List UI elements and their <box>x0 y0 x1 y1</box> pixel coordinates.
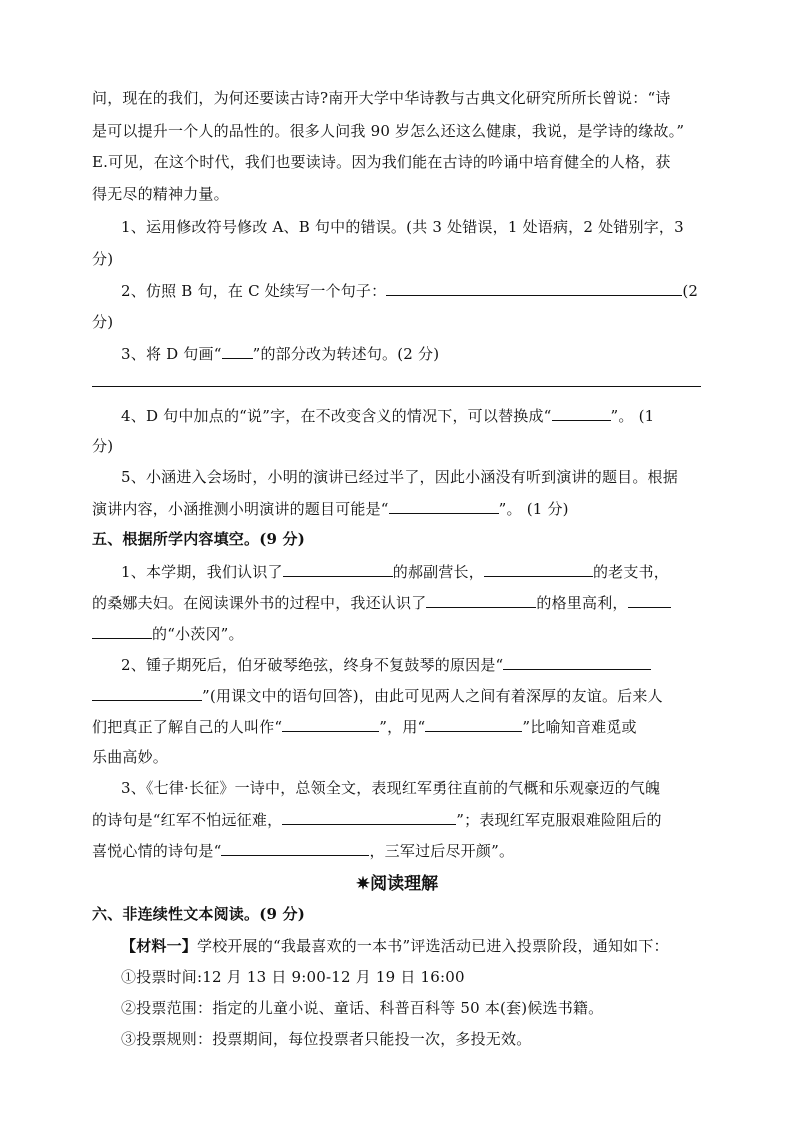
answer-blank[interactable] <box>389 498 499 514</box>
q4-item-4-tail: ”。 (1 <box>610 407 655 425</box>
s5-text: 喜悦心情的诗句是“ <box>92 842 222 860</box>
answer-blank[interactable] <box>282 716 379 732</box>
answer-blank[interactable] <box>628 592 671 608</box>
s5-text: 2、锺子期死后，伯牙破琴绝弦，终身不复鼓琴的原因是“ <box>121 656 504 674</box>
s5-item-3-line-b <box>92 809 704 830</box>
s5-text: 1、本学期，我们认识了 <box>121 563 283 581</box>
section-5-title: 五、根据所学内容填空。(9 分) <box>92 530 306 548</box>
s5-item-2-line-d: 乐曲高妙。 <box>92 748 169 766</box>
s5-text: 的诗句是“红军不怕远征难， <box>92 811 283 829</box>
intro-line-4: 得无尽的精神力量。 <box>92 185 229 203</box>
s5-item-1-line-c <box>92 623 704 644</box>
intro-line-2: 是可以提升一个人的品性的。很多人问我 90 岁怎么还这么健康，我说，是学诗的缘故。” <box>92 122 685 140</box>
intro-line-1: 问，现在的我们，为何还要读古诗?南开大学中华诗教与古典文化研究所所长曾说：“诗 <box>92 89 671 107</box>
section-6-title: 六、非连续性文本阅读。(9 分) <box>92 905 306 923</box>
vote-time-line: ①投票时间:12 月 13 日 9:00-12 月 19 日 16:00 <box>121 968 465 986</box>
q4-item-2-tail: (2 <box>682 282 699 300</box>
s5-text: ”(用课文中的语句回答)，由此可见两人之间有着深厚的友谊。后来人 <box>202 687 663 705</box>
s5-text: ，三军过后尽开颜”。 <box>369 842 515 860</box>
q4-item-1-line-a: 1、运用修改符号修改 A、B 句中的错误。(共 3 处错误，1 处语病，2 处错别字，3 <box>121 218 684 236</box>
q4-item-2-line-b: 分) <box>92 313 114 331</box>
material-1-text: 学校开展的“我最喜欢的一本书”评选活动已进入投票阶段，通知如下： <box>197 937 669 955</box>
answer-blank[interactable] <box>425 716 522 732</box>
material-1-line <box>121 936 706 956</box>
answer-blank[interactable] <box>92 623 152 639</box>
s5-item-1-line-a <box>121 561 706 582</box>
q4-item-5-line-a: 5、小涵进入会场时，小明的演讲已经过半了，因此小涵没有听到演讲的题目。根据 <box>121 468 678 486</box>
s5-item-3-line-c <box>92 840 704 861</box>
s5-text: 的老支书， <box>592 563 669 581</box>
answer-blank[interactable] <box>426 592 536 608</box>
answer-line[interactable] <box>92 386 701 387</box>
s5-item-2-line-c <box>92 716 704 737</box>
q4-item-2-text: 2、仿照 B 句，在 C 处续写一个句子： <box>121 282 387 300</box>
q4-item-4-line-a <box>121 405 706 426</box>
material-1-label: 【材料一】 <box>121 937 198 955</box>
answer-blank[interactable] <box>282 809 456 825</box>
answer-blank[interactable] <box>552 405 611 421</box>
answer-blank[interactable] <box>92 685 202 701</box>
answer-blank[interactable] <box>503 654 651 670</box>
s5-text: ”；表现红军克服艰难险阻后的 <box>456 811 662 829</box>
s5-item-2-line-b <box>92 685 704 706</box>
q4-item-5-line-b <box>92 498 704 519</box>
q4-item-5-tail: ”。 (1 分) <box>498 500 569 518</box>
s5-text: ”，用“ <box>379 718 426 736</box>
q4-item-2-line-a <box>121 280 706 301</box>
s5-text: 的格里高利， <box>536 594 628 612</box>
answer-blank[interactable] <box>221 840 369 856</box>
q4-item-3-text: 3、将 D 句画“ <box>121 345 222 363</box>
reading-section-title: ✷阅读理解 <box>355 874 439 894</box>
answer-blank[interactable] <box>283 561 393 577</box>
q4-item-3-tail: ”的部分改为转述句。(2 分) <box>252 345 440 363</box>
s5-text: 们把真正了解自己的人叫作“ <box>92 718 283 736</box>
s5-text: ”比喻知音难觅或 <box>522 718 637 736</box>
underline-mark <box>222 343 253 359</box>
q4-item-5-text: 演讲内容，小涵推测小明演讲的题目可能是“ <box>92 500 389 518</box>
q4-item-4-line-b: 分) <box>92 437 114 455</box>
q4-item-1-line-b: 分) <box>92 250 114 268</box>
answer-blank[interactable] <box>484 561 593 577</box>
s5-item-2-line-a <box>121 654 706 675</box>
s5-text: 的郝副营长， <box>392 563 484 581</box>
answer-blank[interactable] <box>386 280 682 296</box>
intro-line-3: E.可见，在这个时代，我们也要读诗。因为我们能在古诗的吟诵中培育健全的人格，获 <box>92 153 671 171</box>
vote-rule-line: ③投票规则：投票期间，每位投票者只能投一次，多投无效。 <box>121 1030 532 1048</box>
s5-text: 的“小茨冈”。 <box>152 625 244 643</box>
q4-item-4-text: 4、D 句中加点的“说”字，在不改变含义的情况下，可以替换成“ <box>121 407 552 425</box>
s5-text: 的桑娜夫妇。在阅读课外书的过程中，我还认识了 <box>92 594 427 612</box>
s5-item-3-line-a: 3、《七律·长征》一诗中，总领全文，表现红军勇往直前的气概和乐观豪迈的气魄 <box>121 779 661 797</box>
s5-item-1-line-b <box>92 592 704 613</box>
q4-item-3-line-a <box>121 343 706 364</box>
vote-scope-line: ②投票范围：指定的儿童小说、童话、科普百科等 50 本(套)候选书籍。 <box>121 999 604 1017</box>
